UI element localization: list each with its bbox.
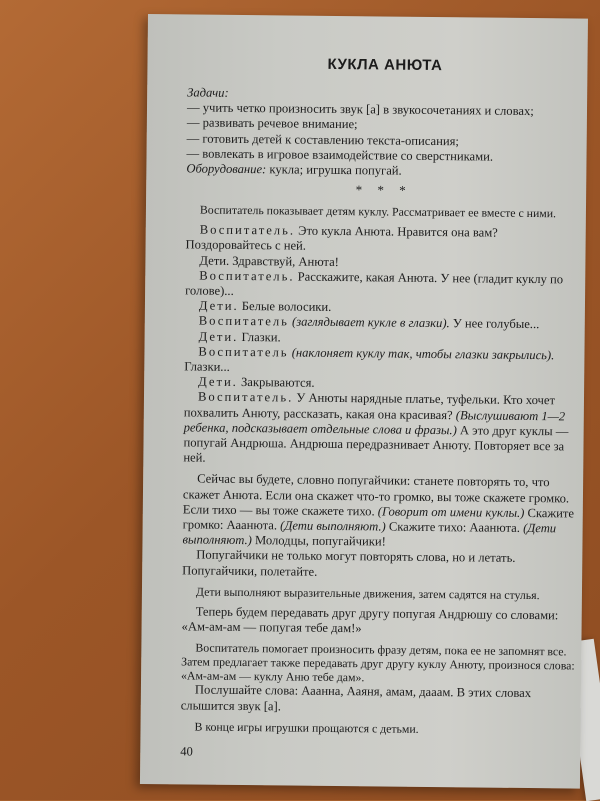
paragraph-text: Скажите тихо: Ааанюта.: [385, 519, 521, 536]
book-page: [140, 14, 588, 789]
speaker: Воспитатель: [198, 313, 289, 329]
paragraph: Теперь будем передавать друг другу попугая Андрюшу со словами: «Ам-ам-ам — попугая тебе дам!»: [181, 604, 559, 636]
stage-direction: (Выслушивают 1—2 ребенка, подсказывает отдельные слова и фразы.): [183, 407, 566, 438]
speaker: Дети.: [198, 329, 239, 344]
line-text: Это кукла Анюта. Нравится она вам? Поздоровайтесь с ней.: [185, 223, 498, 254]
paragraph-text: Сейчас вы будете, словно попугайчики: станете повторять то, что скажет Анюта. Если она скажет что-то громко, вы тоже скажете громко. Если тихо — вы тоже скажете тихо.: [182, 472, 570, 519]
page-content: [180, 54, 582, 737]
equipment-text: кукла; игрушка попугай.: [269, 162, 402, 178]
stage-direction: (заглядывает кукле в глазки).: [288, 314, 450, 331]
speaker: Дети.: [198, 374, 238, 390]
paragraph: В конце игры игрушки прощаются с детьми.: [194, 719, 419, 736]
paragraph-text: Скажите громко: Ааанюта.: [182, 505, 575, 533]
dialogue-line: [184, 344, 579, 379]
stage-direction: (Дети выполняют.): [276, 518, 386, 534]
task-item: — учить четко произносить звук [а] в звукосочетаниях и словах;: [186, 100, 534, 119]
equipment-label: Оборудование:: [186, 161, 267, 177]
speaker: Воспитатель: [198, 344, 289, 360]
speaker: Дети.: [199, 253, 230, 268]
line-text: А это друг куклы — попугай Андрюша. Андрюша передразнивает Анюту. Повторяет все за ней.: [183, 423, 569, 465]
dialogue-line: [185, 268, 580, 303]
line-text: Глазки.: [238, 329, 281, 345]
paragraph: Попугайчики не только могут повторять слова, но и летать. Попугайчики, полетайте.: [182, 548, 516, 579]
task-item: — вовлекать в игровое взаимодействие со сверстниками.: [186, 146, 494, 164]
equipment-line: [186, 161, 581, 180]
dialogue-line: [185, 223, 580, 258]
intro-text: Воспитатель показывает детям куклу. Рассматривает ее вместе с ними.: [199, 202, 557, 221]
speaker: Воспитатель.: [199, 222, 296, 238]
line-text: У нее голубые...: [449, 316, 540, 332]
paragraph: Послушайте слова: Ааанна, Ааяня, амам, дааам. В этих словах слышится звук [а].: [180, 682, 532, 713]
speaker: Воспитатель.: [199, 268, 295, 284]
speaker: Дети.: [198, 298, 239, 314]
section-divider: * * *: [355, 182, 412, 198]
stage-direction: (наклоняет куклу так, чтобы глазки закрылись).: [288, 345, 555, 363]
paragraph-text: Молодцы, попугайчики!: [251, 533, 386, 549]
paragraph: Дети выполняют выразительные движения, затем садятся на стулья.: [195, 584, 540, 603]
task-item: — развивать речевое внимание;: [186, 115, 358, 132]
line-text: Белые волосики.: [238, 299, 332, 315]
paragraph: Воспитатель помогает произносить фразу детям, пока ее не запомнят все. Затем предлагает также передавать друг другу куклу Анюту, произнося слова: «Ам-ам-ам — куклу Аню тебе дам».: [180, 640, 575, 685]
stage-direction: (Говорит от имени куклы.): [374, 504, 525, 520]
line-text: Закрываются.: [237, 375, 315, 391]
paragraph: [182, 472, 578, 552]
tasks-label: Задачи:: [187, 85, 229, 100]
line-text: Глазки...: [184, 359, 230, 374]
dialogue-line: [183, 390, 579, 470]
task-item: — готовить детей к составлению текста-описания;: [186, 131, 459, 148]
speaker: Воспитатель.: [197, 389, 294, 405]
line-text: У Анюты нарядные платье, туфельки. Кто хочет похвалить Анюту, рассказать, какая она красивая?: [183, 390, 556, 422]
line-text: Здравствуй, Анюта!: [229, 253, 340, 269]
line-text: Расскажите, какая Анюта. У нее (гладит куклу по голове)...: [185, 269, 564, 298]
stage-direction: (Дети выполняют.): [182, 521, 557, 548]
page-title: КУКЛА АНЮТА: [327, 55, 443, 75]
page-number: 40: [180, 744, 193, 759]
